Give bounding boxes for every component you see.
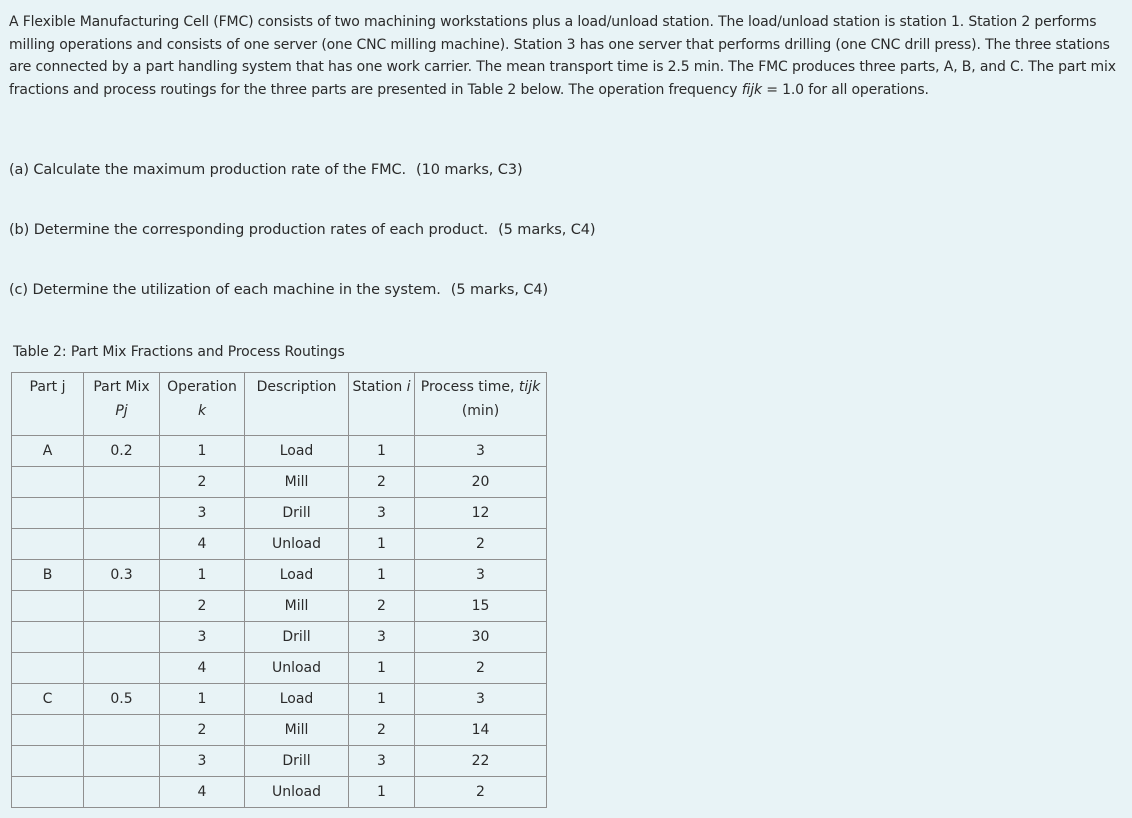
cell-desc: Mill — [245, 715, 349, 746]
header-part-label: Part j — [29, 379, 66, 395]
cell-time: 3 — [415, 560, 547, 591]
cell-part: A — [12, 436, 84, 467]
table-row — [12, 684, 547, 715]
question-marks: (10 marks, C3) — [416, 162, 523, 178]
cell-station: 2 — [349, 591, 415, 622]
cell-mix — [84, 746, 160, 777]
header-time-unit: (min) — [461, 403, 500, 419]
table-row — [12, 746, 547, 777]
cell-station: 3 — [349, 622, 415, 653]
cell-desc: Unload — [245, 529, 349, 560]
cell-part: C — [12, 684, 84, 715]
cell-station: 1 — [349, 529, 415, 560]
cell-part — [12, 715, 84, 746]
table-row — [12, 436, 547, 467]
cell-op: 2 — [160, 591, 245, 622]
cell-op: 1 — [160, 560, 245, 591]
cell-station: 1 — [349, 560, 415, 591]
cell-op: 1 — [160, 684, 245, 715]
cell-mix — [84, 498, 160, 529]
cell-op: 4 — [160, 653, 245, 684]
header-process-time — [415, 373, 547, 436]
cell-part — [12, 777, 84, 808]
problem-statement — [9, 11, 1124, 101]
cell-mix — [84, 622, 160, 653]
header-part-mix — [84, 373, 160, 436]
cell-part — [12, 591, 84, 622]
cell-time: 20 — [415, 467, 547, 498]
question-b — [9, 222, 595, 238]
cell-op: 3 — [160, 622, 245, 653]
header-mix-variable: Pj — [115, 403, 128, 419]
table-row — [12, 622, 547, 653]
cell-station: 2 — [349, 467, 415, 498]
header-station-variable: i — [406, 379, 411, 395]
cell-op: 2 — [160, 715, 245, 746]
question-c — [9, 282, 548, 298]
cell-time: 12 — [415, 498, 547, 529]
cell-station: 1 — [349, 436, 415, 467]
table-header-row — [12, 373, 547, 436]
cell-part: B — [12, 560, 84, 591]
cell-desc: Drill — [245, 746, 349, 777]
problem-text-end: = 1.0 for all operations. — [761, 81, 929, 98]
cell-time: 15 — [415, 591, 547, 622]
cell-mix: 0.5 — [84, 684, 160, 715]
cell-station: 3 — [349, 746, 415, 777]
cell-time: 30 — [415, 622, 547, 653]
header-station-label: Station — [352, 379, 407, 395]
table-row — [12, 467, 547, 498]
cell-mix — [84, 715, 160, 746]
cell-mix — [84, 529, 160, 560]
cell-op: 1 — [160, 436, 245, 467]
cell-station: 1 — [349, 777, 415, 808]
header-op-label: Operation — [167, 379, 237, 395]
cell-mix: 0.3 — [84, 560, 160, 591]
cell-op: 3 — [160, 498, 245, 529]
cell-part — [12, 653, 84, 684]
cell-desc: Load — [245, 684, 349, 715]
header-mix-label: Part Mix — [93, 379, 150, 395]
header-operation — [160, 373, 245, 436]
cell-desc: Load — [245, 560, 349, 591]
cell-op: 4 — [160, 529, 245, 560]
question-text: (b) Determine the corresponding production rates of each product. — [9, 222, 489, 238]
table-row — [12, 653, 547, 684]
cell-station: 2 — [349, 715, 415, 746]
cell-part — [12, 467, 84, 498]
cell-mix — [84, 591, 160, 622]
cell-desc: Drill — [245, 498, 349, 529]
question-text: (c) Determine the utilization of each machine in the system. — [9, 282, 441, 298]
question-marks: (5 marks, C4) — [450, 282, 549, 298]
cell-time: 2 — [415, 777, 547, 808]
question-text: (a) Calculate the maximum production rate of the FMC. — [9, 162, 407, 178]
cell-time: 3 — [415, 436, 547, 467]
cell-time: 22 — [415, 746, 547, 777]
cell-desc: Load — [245, 436, 349, 467]
table-row — [12, 529, 547, 560]
cell-time: 2 — [415, 529, 547, 560]
cell-desc: Mill — [245, 591, 349, 622]
header-time-label: Process time, — [420, 379, 519, 395]
header-part — [12, 373, 84, 436]
cell-mix: 0.2 — [84, 436, 160, 467]
problem-text: A Flexible Manufacturing Cell (FMC) consists of two machining workstations plus a load/unload station. The load/unload station is station 1. Station 2 performs milling operations and consists of one server (one CNC milling machine). Station 3 has one server that performs drilling (one CNC drill press). The three stations are connected by a part handling system that has one work carrier. The mean transport time is 2.5 min. The FMC produces three parts, A, B, and C. The part mix fractions and process routings for the three parts are presented in Table 2 below. The operation frequency — [9, 14, 1116, 98]
table-row — [12, 591, 547, 622]
cell-desc: Drill — [245, 622, 349, 653]
part-mix-table — [11, 372, 547, 808]
header-op-variable: k — [197, 403, 207, 419]
cell-part — [12, 498, 84, 529]
cell-part — [12, 529, 84, 560]
cell-time: 2 — [415, 653, 547, 684]
table-caption: Table 2: Part Mix Fractions and Process Routings — [13, 344, 345, 360]
header-time-variable: tijk — [518, 379, 541, 395]
cell-mix — [84, 467, 160, 498]
cell-part — [12, 622, 84, 653]
cell-station: 1 — [349, 684, 415, 715]
cell-time: 3 — [415, 684, 547, 715]
cell-desc: Unload — [245, 777, 349, 808]
header-desc-label: Description — [256, 379, 337, 395]
table-row — [12, 715, 547, 746]
cell-op: 3 — [160, 746, 245, 777]
cell-station: 3 — [349, 498, 415, 529]
cell-part — [12, 746, 84, 777]
cell-op: 4 — [160, 777, 245, 808]
cell-op: 2 — [160, 467, 245, 498]
cell-mix — [84, 777, 160, 808]
header-description — [245, 373, 349, 436]
table-row — [12, 560, 547, 591]
cell-station: 1 — [349, 653, 415, 684]
frequency-variable: fijk — [741, 81, 762, 98]
header-station — [349, 373, 415, 436]
question-marks: (5 marks, C4) — [498, 222, 596, 238]
cell-time: 14 — [415, 715, 547, 746]
cell-desc: Mill — [245, 467, 349, 498]
table-row — [12, 498, 547, 529]
table-row — [12, 777, 547, 808]
question-a — [9, 162, 523, 178]
cell-mix — [84, 653, 160, 684]
cell-desc: Unload — [245, 653, 349, 684]
